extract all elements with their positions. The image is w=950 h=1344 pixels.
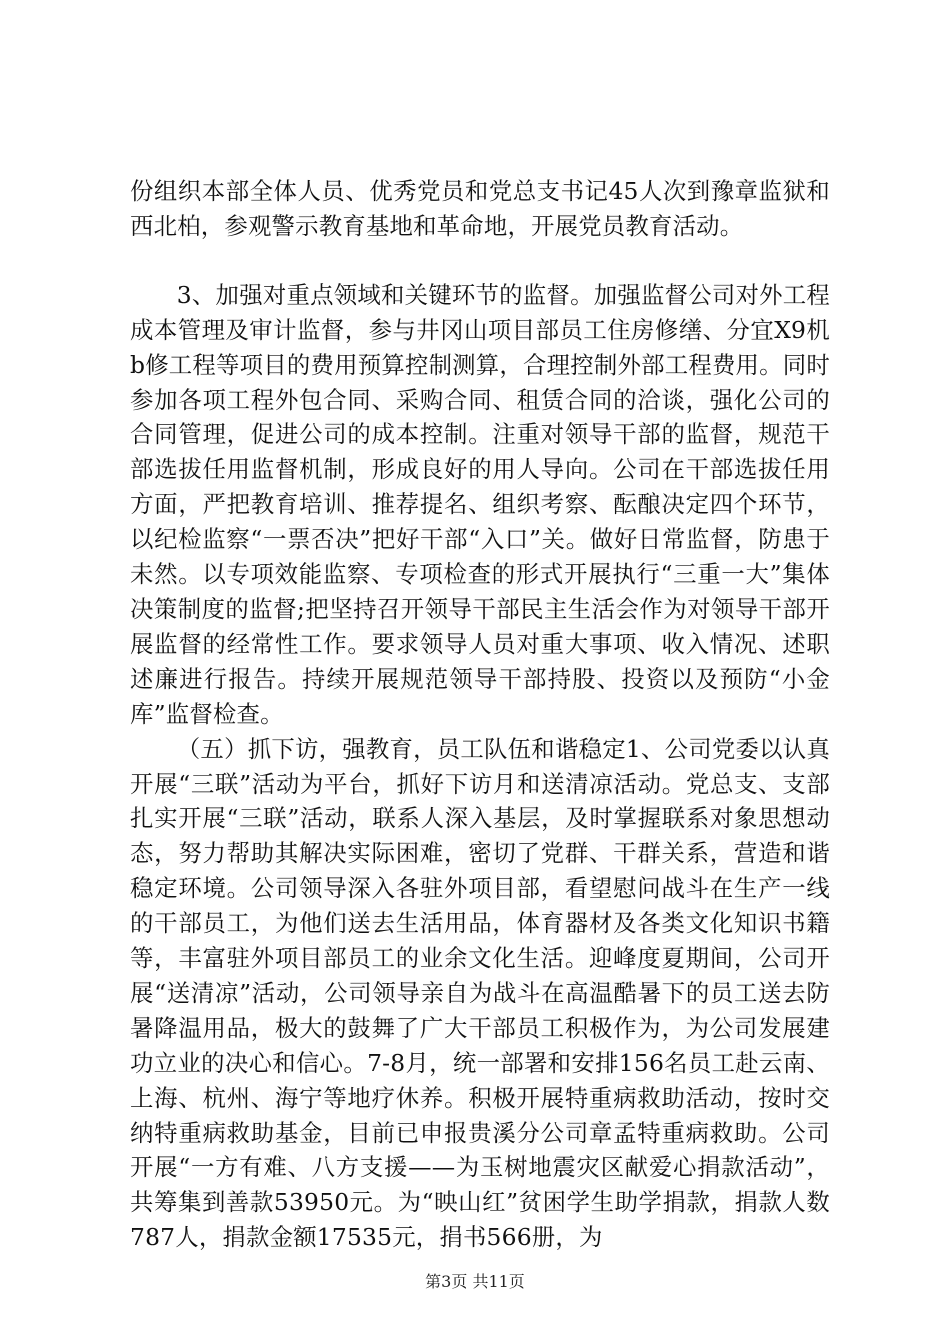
page-footer: 第3页 共11页 (425, 1272, 525, 1291)
paragraph-supervision: 3、加强对重点领域和关键环节的监督。加强监督公司对外工程成本管理及审计监督，参与井冈山项目部员工住房修缮、分宜X9机b修工程等项目的费用预算控制测算，合理控制外部工程费用。同时参加各项工程外包合同、采购合同、租赁合同的洽谈，强化公司的合同管理，促进公司的成本控制。注重对领导干部的监督，规范干部选拔任用监督机制，形成良好的用人导向。公司在干部选拔任用方面，严把教育培训、推荐提名、组织考察、酝酿决定四个环节，以纪检监察“一票否决”把好干部“入口”关。做好日常监督，防患于未然。以专项效能监察、专项检查的形式开展执行“三重一大”集体决策制度的监督;把坚持召开领导干部民主生活会作为对领导干部开展监督的经常性工作。要求领导人员对重大事项、收入情况、述职述廉进行报告。持续开展规范领导干部持股、投资以及预防“小金库”监督检查。 (130, 280, 830, 728)
paragraph-continuation: 份组织本部全体人员、优秀党员和党总支书记45人次到豫章监狱和西北柏，参观警示教育基地和革命地，开展党员教育活动。 (130, 177, 830, 240)
paragraph-section-five: （五）抓下访，强教育，员工队伍和谐稳定1、公司党委以认真开展“三联”活动为平台，抓好下访月和送清凉活动。党总支、支部扎实开展“三联”活动，联系人深入基层，及时掌握联系对象思想动态，努力帮助其解决实际困难，密切了党群、干群关系，营造和谐稳定环境。公司领导深入各驻外项目部，看望慰问战斗在生产一线的干部员工，为他们送去生活用品，体育器材及各类文化知识书籍等，丰富驻外项目部员工的业余文化生活。迎峰度夏期间，公司开展“送清凉”活动，公司领导亲自为战斗在高温酷暑下的员工送去防暑降温用品，极大的鼓舞了广大干部员工积极作为，为公司发展建功立业的决心和信心。7-8月，统一部署和安排156名员工赴云南、上海、杭州、海宁等地疗休养。积极开展特重病救助活动，按时交纳特重病救助基金，目前已申报贵溪分公司章孟特重病救助。公司开展“一方有难、八方支援——为玉树地震灾区献爱心捐款活动”，共筹集到善款53950元。为“映山红”贫困学生助学捐款，捐款人数787人，捐款金额17535元，捐书566册，为 (130, 734, 830, 1252)
document-body (130, 174, 830, 1255)
